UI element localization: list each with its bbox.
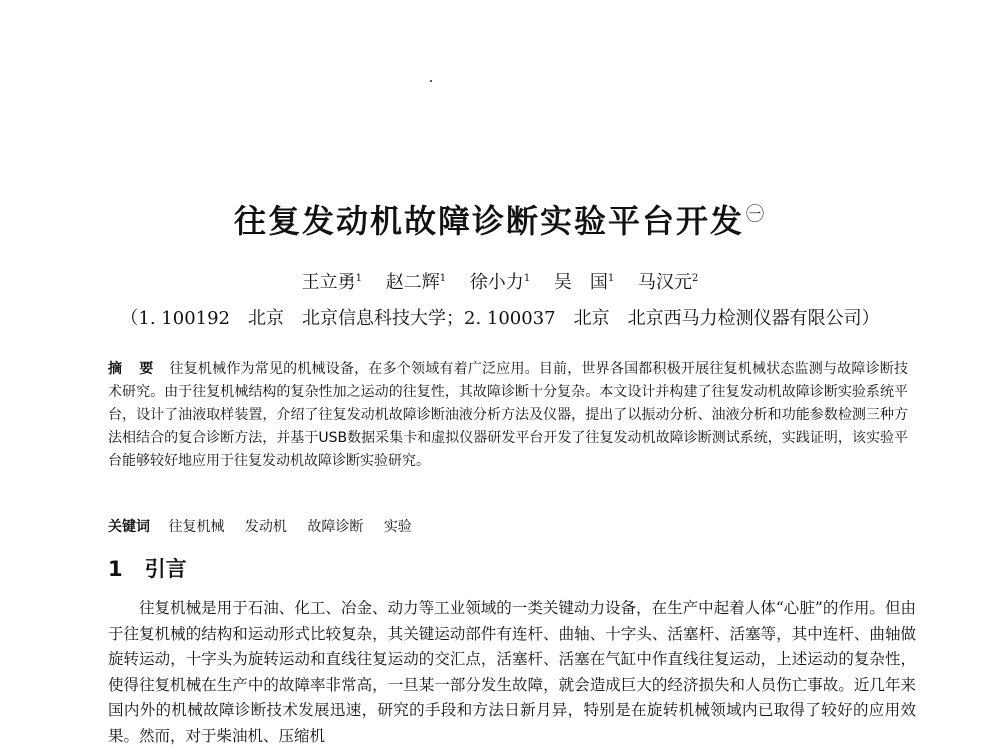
section-title: 引言 [144,557,187,581]
abstract-label: 摘 要 [108,361,160,377]
author [302,272,362,293]
title-footnote-mark: ㊀ [746,204,766,226]
keyword: 往复机械 [168,519,225,535]
author [386,272,446,293]
keywords [108,516,908,539]
author [470,272,530,293]
paper-title [0,196,1000,242]
author [638,272,698,293]
author-list [0,268,1000,294]
author [554,272,614,293]
body-paragraph: 往复机械是用于石油、化工、冶金、动力等工业领域的一类关键动力设备，在生产中起着人体“心脏”的作用。但由于往复机械的结构和运动形式比较复杂，其关键运动部件有连杆、曲轴、十字头、活塞杆、活塞等，其中连杆、曲轴做旋转运动，十字头为旋转运动和直线往复运动的交汇点，活塞杆、活塞在气缸中作直线往复运动，上述运动的复杂性，使得往复机械在生产中的故障率非常高，一旦某一部分发生故障，就会造成巨大的经济损失和人员伤亡事故。近几年来国内外的机械故障诊断技术发展迅速，研究的手段和方法日新月异，特别是在旋转机械领域内已取得了较好的应用效果。然而，对于柴油机、压缩机 [108,599,916,745]
paper-title-text: 往复发动机故障诊断实验平台开发 [233,202,744,240]
keyword: 实验 [383,519,412,535]
author-affiliation-mark: 2 [692,273,699,284]
author-name: 马汉元 [638,272,693,293]
author-name: 赵二辉 [385,272,440,293]
keyword: 发动机 [244,519,287,535]
author-affiliation-mark: 1 [523,273,531,284]
author-affiliation-mark: 1 [355,273,362,284]
abstract-text: 往复机械作为常见的机械设备，在多个领域有着广泛应用。目前，世界各国都积极开展往复机械状态监测与故障诊断技术研究。由于往复机械结构的复杂性加之运动的往复性，其故障诊断十分复杂。本文设计并构建了往复发动机故障诊断实验系统平台，设计了油液取样装置，介绍了往复发动机故障诊断油液分析方法及仪器，提出了以振动分析、油液分析和功能参数检测三种方法相结合的复合诊断方法，并基于USB数据采集卡和虚拟仪器研发平台开发了往复发动机故障诊断测试系统，实践证明，该实验平台能够较好地应用于往复发动机故障诊断实验研究。 [108,361,909,469]
section-heading [108,553,187,583]
affiliations: （1. 100192 北京 北京信息科技大学；2. 100037 北京 北京西马力检测仪器有限公司） [120,308,880,329]
author-name: 王立勇 [301,272,356,293]
abstract [108,358,908,473]
scan-speck [430,80,432,82]
author-name: 吴 国 [553,272,608,293]
author-affiliation-mark: 1 [439,273,447,284]
keywords-label: 关键词 [108,519,150,535]
section-number: 1 [108,557,123,581]
author-name: 徐小力 [469,272,524,293]
keyword: 故障诊断 [307,519,364,535]
author-affiliation-mark: 1 [607,273,615,284]
